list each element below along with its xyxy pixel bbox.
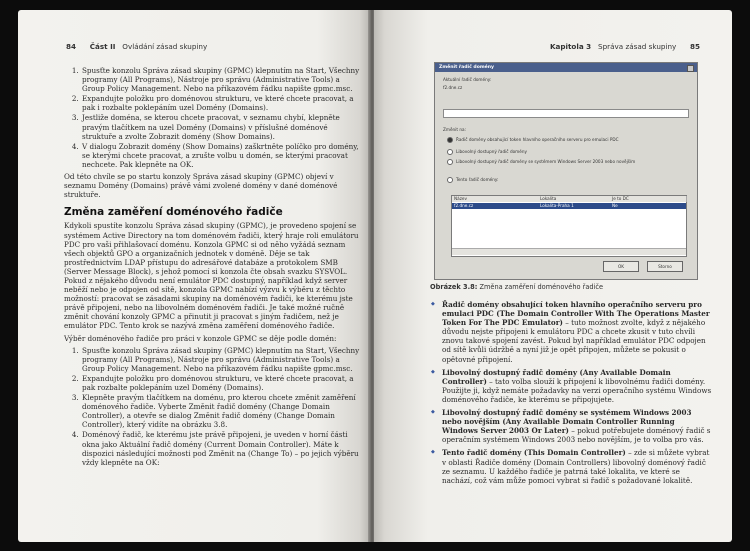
list-item: 1. Spusťte konzolu Správa zásad skupiny (GPMC) klepnutím na Start, Všechny programy (All Programs), Nástroje pro správu (Administrative Tools) a Group Policy Management. Nebo na příkazovém řádku napište gpmc.msc. (81, 66, 362, 93)
dialog-title-bar: Změnit řadič domény (435, 63, 697, 72)
option-2003: Libovolný dostupný řadič domény se systémem Windows Server 2003 nebo novějším (447, 159, 635, 165)
section-heading: Změna zaměření doménového řadiče (64, 206, 283, 219)
right-running-header (550, 42, 700, 51)
left-page (18, 10, 370, 542)
left-running-header (66, 42, 207, 51)
current-dc-label: Aktuální řadič domény: (443, 77, 492, 82)
table-cell: Lokalita-Praha 1 (540, 203, 574, 208)
current-dc-value: f2.dne.cz (443, 85, 463, 90)
right-text-column (430, 300, 712, 489)
dc-table (451, 195, 687, 257)
right-page (374, 10, 732, 542)
option-pdc: Řadič domény obsahující token hlavního operačního serveru pro emulaci PDC (447, 137, 619, 143)
figure-dialog-screenshot (434, 62, 698, 280)
caption-label: Obrázek 3.8: (430, 283, 478, 291)
right-header-title: Správa zásad skupiny (598, 42, 677, 51)
table-row (452, 203, 686, 209)
table-cell: Ne (612, 203, 618, 208)
paragraph: Výběr doménového řadiče pro práci v konzole GPMC se děje podle domén: (64, 333, 337, 343)
radio-icon (447, 159, 453, 165)
chapter-label: Kapitola 3 (549, 42, 592, 51)
change-to-label: Změnit na: (443, 127, 466, 132)
list-item: ◆ Tento řadič domény (This Domain Controller) – zde si můžete vybrat v oblasti Řadiče domény (Domain Controllers) libovolný doménový řadič ze seznamu. U každého řadiče je patrná také lokalita, ve které se nachází, což vám může pomoci vybrat si řadič s požadované lokalitě. (442, 448, 712, 484)
list-item: 4. V dialogu Zobrazit domény (Show Domains) zaškrtněte políčko pro domény, se kterými chcete pracovat, a zrušte volbu u domén, se kterými pracovat nechcete. Pak klepněte na OK. (81, 142, 362, 169)
list-item: 3. Jestliže doména, se kterou chcete pracovat, v seznamu chybí, klepněte pravým tlačítkem na uzel Domény (Domains) v příslušné doménové struktuře a zvolte Zobrazit domény (Show Domains). (81, 113, 362, 140)
list-item: 2. Expandujte položku pro doménovou strukturu, ve které chcete pracovat, a pak rozbalte poklepáním uzel Domény (Domains). (81, 374, 362, 392)
column-header: Je to DC (610, 196, 687, 202)
caption-text: Změna zaměření doménového řadiče (479, 283, 604, 291)
list-item: ◆ Řadič domény obsahující token hlavního operačního serveru pro emulaci PDC (The Domain Controller With The Operations Master Token For The PDC Emulator) – tuto možnost zvolte, když z nějakého důvodu nejste připojeni k emulátoru PDC a chcete zkusit v tuto chvíli znovu takové spojení zavést. Pokud byl například emulátor PDC odpojen od sítě kvůli údržbě a nyní již je opět připojen, můžete se pokusit o opětovné připojení. (442, 300, 712, 364)
radio-icon (447, 177, 453, 183)
steps-list-1 (64, 66, 362, 169)
list-item: 4. Doménový řadič, ke kterému jste právě připojeni, je uveden v horní části okna jako Aktuální řadič domény (Current Domain Controller). Máte k dispozici následující možnosti pod Změnit na (Change To) – po jejich výběru vždy klepněte na OK: (81, 430, 362, 466)
left-text-column (64, 66, 362, 468)
domain-field (443, 109, 689, 118)
paragraph: Kdykoli spustíte konzolu Správa zásad skupiny (GPMC), je provedeno spojení se systémem Active Directory na tom doménovém řadiči, který hraje roli emulátoru PDC pro vaši přihlašovací doménu. Konzola GPMC si od něho vyžádá seznam všech objektů GPO a organizačních jednotek v doméně. Děje se tak prostřednictvím LDAP přístupu do adresářové databáze a protokolem SMB (Server Message Block), s jehož pomocí si konzola čte obsah svazku SYSVOL. Pokud z nějakého důvodu není emulátor PDC dostupný, například když server neběží nebo je odpojen od sítě, konzola GPMC nabízí výzvu k výběru z těchto možností: pracovat se zásadami skupiny na doménovém řadiči, ke kterému jste právě připojeni, nebo na libovolném doménovém řadiči. Je také možné ručně změnit chování konzoly GPMC a přinutit ji pracovat s jiným řadičem, než je emulátor PDC. Tento krok se nazývá změna zaměření doménového řadiče. (64, 221, 359, 331)
right-page-number: 85 (689, 42, 700, 51)
option-any: Libovolný dostupný řadič domény (447, 149, 527, 155)
table-cell: f2.dne.cz (454, 203, 474, 208)
left-part-label: Část II (89, 42, 116, 51)
figure-caption (430, 283, 603, 291)
steps-list-2 (64, 346, 362, 467)
options-bullet-list (430, 300, 712, 485)
list-item: ◆ Libovolný dostupný řadič domény (Any Available Domain Controller) – tato volba slouží k připojení k libovolnému řadiči domény. Použijte ji, když nemáte požadavky na verzi operačního systému Windows doménového řadiče, ke kterému se připojujete. (442, 368, 712, 404)
close-icon (687, 65, 694, 72)
radio-selected-icon (447, 137, 453, 143)
list-item: ◆ Libovolný dostupný řadič domény se systémem Windows 2003 nebo novějším (Any Available Domain Controller Running Windows Server 2003 Or Later) – pokud potřebujete doménový řadič s operačním systémem Windows 2003 nebo novějším, je to volba pro vás. (442, 408, 712, 444)
radio-icon (447, 149, 453, 155)
cancel-button: Storno (647, 261, 683, 272)
left-page-number: 84 (66, 42, 77, 51)
ok-button: OK (603, 261, 639, 272)
column-header: Lokalita (538, 196, 611, 202)
option-this-dc: Tento řadič domény: (447, 177, 498, 183)
left-header-title: Ovládání zásad skupiny (122, 42, 208, 51)
list-item: 1. Spusťte konzolu Správa zásad skupiny (GPMC) klepnutím na Start, Všechny programy (All Programs), Nástroje pro správu (Administrative Tools) a Group Policy Management. Nebo na příkazovém řádku napište gpmc.msc. (81, 346, 362, 373)
list-item: 2. Expandujte položku pro doménovou strukturu, ve které chcete pracovat, a pak i rozbalte poklepáním uzel Domény (Domains). (81, 94, 362, 112)
horizontal-scrollbar (452, 248, 686, 255)
column-header: Název (452, 196, 539, 202)
list-item: 3. Klepněte pravým tlačítkem na doménu, pro kterou chcete změnit zaměření doménového řadiče. Vyberte Změnit řadič domény (Change Domain Controller), a otevře se dialog Změnit řadič domény (Change Domain Controller), který vidíte na obrázku 3.8. (81, 393, 362, 429)
paragraph: Od této chvíle se po startu konzoly Správa zásad skupiny (GPMC) objeví v seznamu Domény (Domains) právě vámi zvolené domény v dané doménové struktuře. (64, 172, 338, 200)
